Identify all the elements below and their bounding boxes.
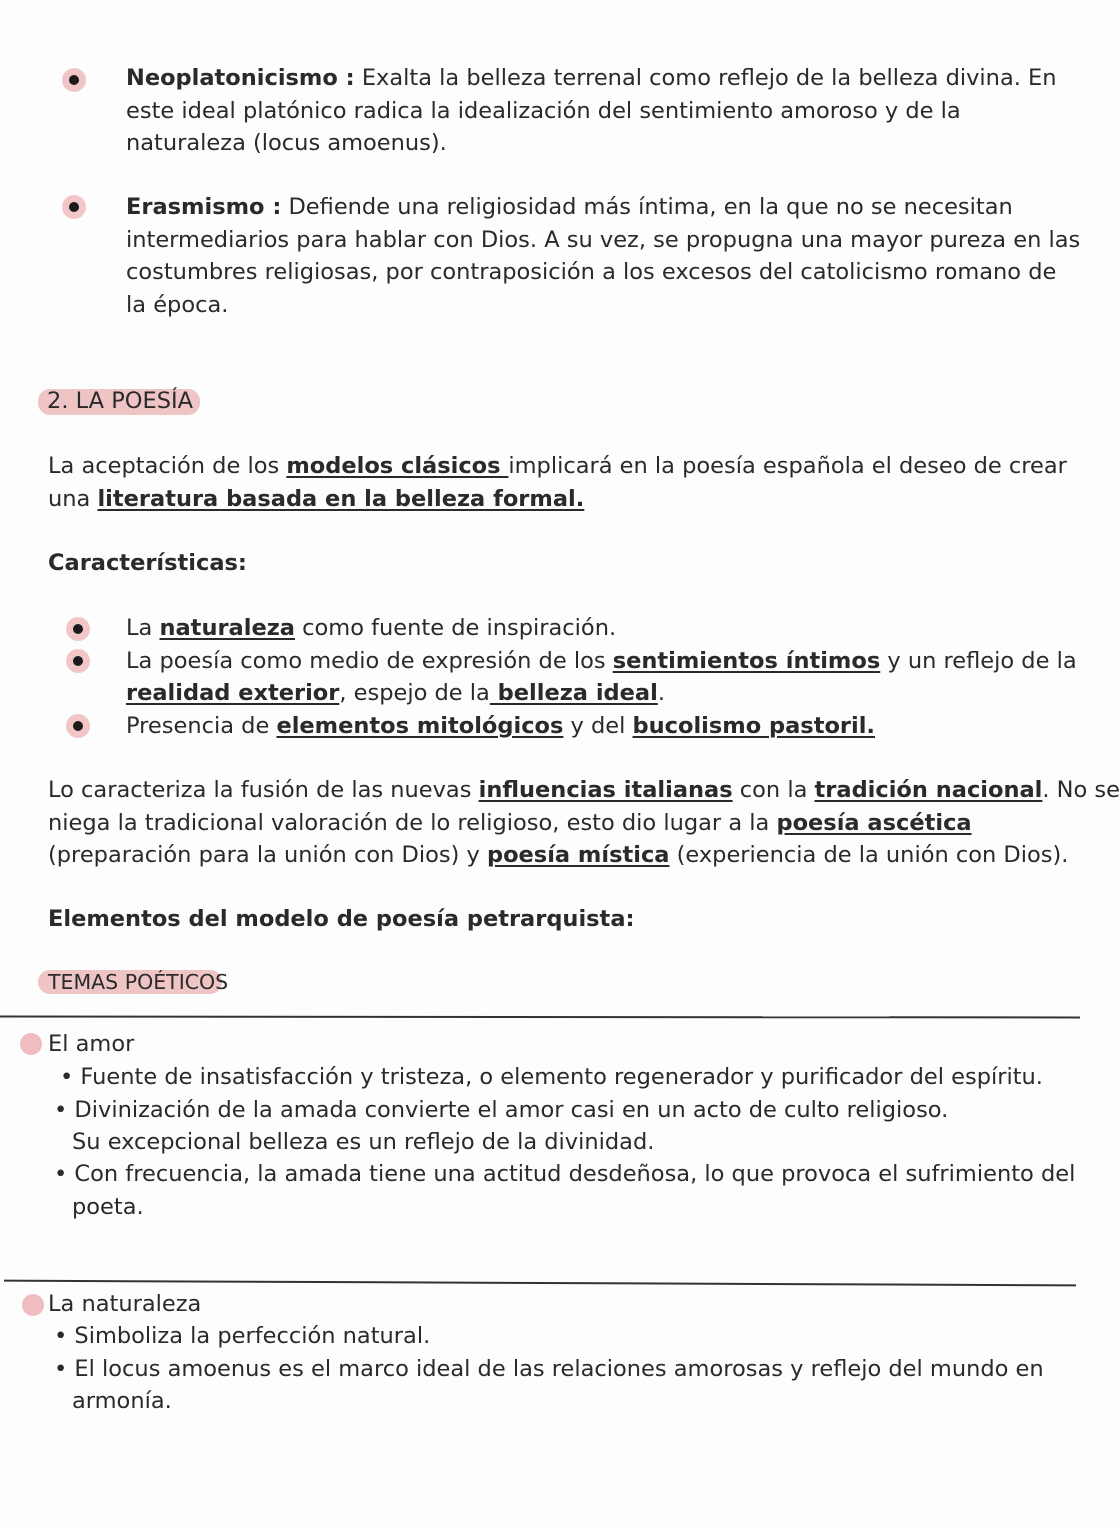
caracteristicas-list: La naturaleza como fuente de inspiración. La poesía como medio de expresión de los sentimientos íntimos y un reflejo de la realidad exterior, espejo de la belleza ideal. Presencia de elementos mitológicos y del bucolismo pastoril. <box>126 615 1077 739</box>
topic-item: • Fuente de insatisfacción y tristeza, o elemento regenerador y purificador del espíritu. <box>60 1064 1043 1090</box>
caracteristicas-label: Características: <box>48 550 247 576</box>
topic-item: armonía. <box>72 1388 172 1414</box>
intro-paragraph: La aceptación de los modelos clásicos implicará en la poesía española el deseo de crear una literatura basada en la belleza formal. <box>48 453 1067 512</box>
topic-item: • Simboliza la perfección natural. <box>54 1323 431 1349</box>
bullet-dot <box>66 649 90 673</box>
temas-label: TEMAS POÉTICOS <box>48 970 229 994</box>
topic-item: • Con frecuencia, la amada tiene una actitud desdeñosa, lo que provoca el sufrimiento del <box>54 1161 1076 1187</box>
bullet-dot <box>62 195 86 219</box>
bullet-dot <box>66 714 90 738</box>
divider <box>4 1280 1076 1286</box>
term: Erasmismo : <box>126 194 282 220</box>
topic-item: • Divinización de la amada convierte el amor casi en un acto de culto religioso. <box>54 1097 949 1123</box>
topic-item: • El locus amoenus es el marco ideal de las relaciones amorosas y reflejo del mundo en <box>54 1356 1044 1382</box>
topic-item: Su excepcional belleza es un reflejo de la divinidad. <box>72 1129 655 1155</box>
topic-item: poeta. <box>72 1194 144 1220</box>
bullet-neoplatonicismo: Neoplatonicismo : Exalta la belleza terrenal como reflejo de la belleza divina. En este ideal platónico radica la idealización del sentimiento amoroso y de la naturaleza (locus amoenus). <box>126 65 1057 156</box>
divider <box>0 1016 1080 1018</box>
topic-dot <box>22 1294 44 1316</box>
elementos-label: Elementos del modelo de poesía petrarquista: <box>48 906 635 932</box>
bullet-dot <box>66 617 90 641</box>
topic-dot <box>20 1033 42 1055</box>
section-title: 2. LA POESÍA <box>47 388 194 414</box>
term: Neoplatonicismo : <box>126 65 355 91</box>
bullet-dot <box>62 68 86 92</box>
topic-title: El amor <box>48 1031 135 1057</box>
fusion-paragraph: Lo caracteriza la fusión de las nuevas influencias italianas con la tradición nacional. No se niega la tradicional valoración de lo religioso, esto dio lugar a la poesía ascética (preparación para la unión con Dios) y poesía mística (experiencia de la unión con Dios). <box>48 777 1120 868</box>
topic-title: La naturaleza <box>48 1291 202 1317</box>
bullet-erasmismo: Erasmismo : Defiende una religiosidad más íntima, en la que no se necesitan intermediarios para hablar con Dios. A su vez, se propugna una mayor pureza en las costumbres religiosas, por contraposición a los excesos del catolicismo romano de la época. <box>126 194 1081 318</box>
